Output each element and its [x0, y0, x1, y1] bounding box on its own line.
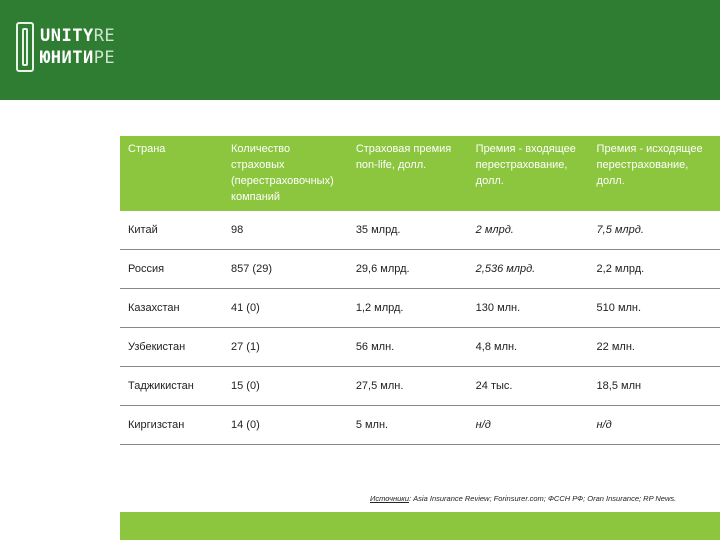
table-cell: 2,2 млрд. [589, 250, 720, 289]
table-cell: 18,5 млн [589, 367, 720, 406]
table-cell: 1,2 млрд. [348, 289, 468, 328]
source-note [370, 494, 705, 503]
table-cell: 4,8 млн. [468, 328, 589, 367]
table-cell: 130 млн. [468, 289, 589, 328]
table-cell: 27 (1) [223, 328, 348, 367]
table-row [120, 367, 720, 406]
logo-text-cyrillic: ЮНИТИРЕ [40, 48, 116, 68]
table-row [120, 406, 720, 445]
table-cell: 27,5 млн. [348, 367, 468, 406]
table-cell: н/д [589, 406, 720, 445]
column-header-inward-reinsurance: Премия - входящее перестрахование, долл. [468, 136, 589, 211]
source-label: Источники [370, 494, 410, 503]
table-cell: Киргизстан [120, 406, 223, 445]
table-row [120, 289, 720, 328]
table-cell: 5 млн. [348, 406, 468, 445]
source-text: : Asia Insurance Review; Forinsurer.com; ФССН РФ; Oran Insurance; RP News. [409, 494, 677, 503]
table-cell: Китай [120, 211, 223, 250]
table-cell: 56 млн. [348, 328, 468, 367]
table-cell: 2 млрд. [468, 211, 589, 250]
table-cell: 22 млн. [589, 328, 720, 367]
footer-bar [120, 512, 720, 540]
table-cell: Россия [120, 250, 223, 289]
column-header-companies: Количество страховых (перестраховочных) компаний [223, 136, 348, 211]
table-cell: 98 [223, 211, 348, 250]
table-cell: 857 (29) [223, 250, 348, 289]
table-cell: Казахстан [120, 289, 223, 328]
table-cell: 510 млн. [589, 289, 720, 328]
column-header-premium: Страховая премия non-life, долл. [348, 136, 468, 211]
table-cell: 14 (0) [223, 406, 348, 445]
logo [0, 0, 128, 100]
table-cell: 29,6 млрд. [348, 250, 468, 289]
table-header-row [120, 136, 720, 211]
table-row [120, 211, 720, 250]
header-bar [128, 0, 720, 100]
table-cell: 2,536 млрд. [468, 250, 589, 289]
table-cell: 41 (0) [223, 289, 348, 328]
table-cell: 15 (0) [223, 367, 348, 406]
table-cell: Узбекистан [120, 328, 223, 367]
column-header-outward-reinsurance: Премия - исходящее перестрахование, долл. [589, 136, 720, 211]
insurance-market-table [120, 136, 720, 445]
table-row [120, 328, 720, 367]
logo-mark-icon [16, 22, 34, 72]
table-cell: н/д [468, 406, 589, 445]
table-cell: 24 тыс. [468, 367, 589, 406]
table-cell: 35 млрд. [348, 211, 468, 250]
logo-text-latin: UNITYRE [40, 26, 116, 46]
table-cell: 7,5 млрд. [589, 211, 720, 250]
table-cell: Таджикистан [120, 367, 223, 406]
table-row [120, 250, 720, 289]
column-header-country: Страна [120, 136, 223, 211]
